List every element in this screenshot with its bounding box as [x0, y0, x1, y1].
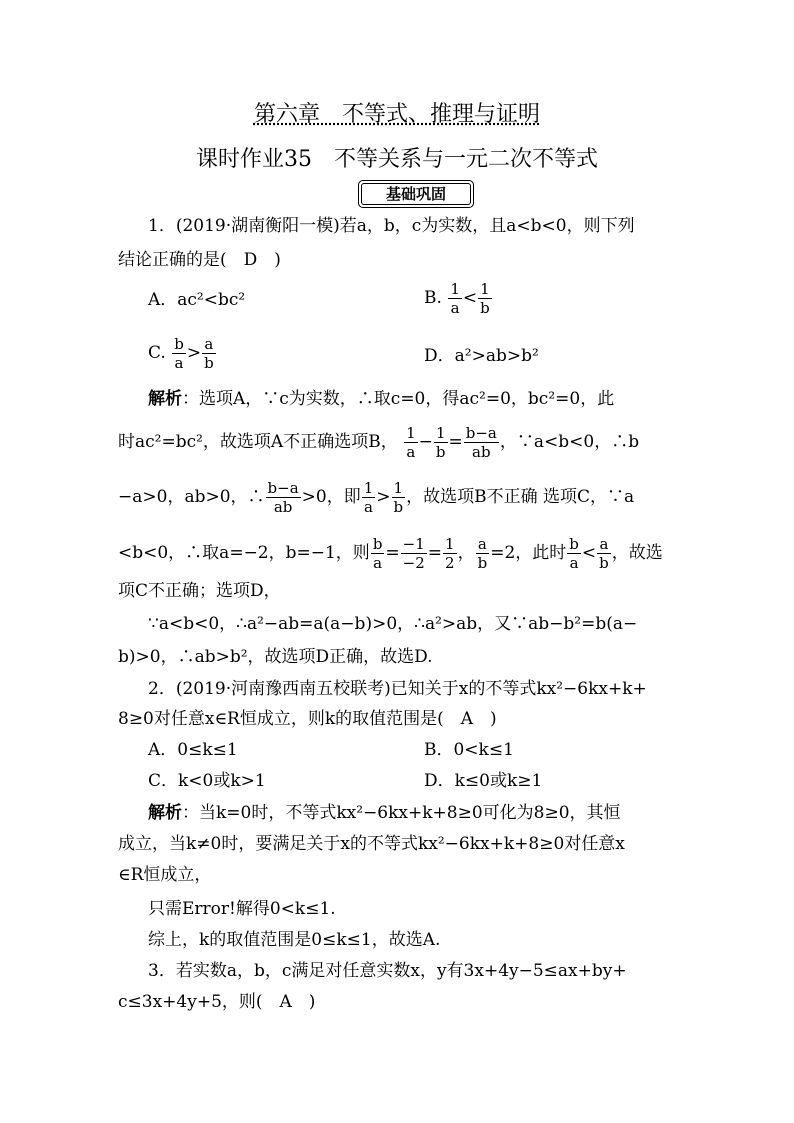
q1-option-d: D．a²>ab>b² [424, 346, 539, 366]
q1-solution-line1: 解析：选项A，∵c为实数，∴取c=0，得ac²=0，bc²=0，此 [148, 389, 615, 409]
q2-option-c: C．k<0或k>1 [148, 771, 266, 791]
q2-solution-line4: 只需Error!解得0<k≤1. [148, 899, 336, 919]
solution-label: 解析 [148, 389, 182, 409]
q1-solution-line7: b)>0，∴ab>b²，故选项D正确，故选D. [118, 647, 433, 667]
chapter-title: 第六章 不等式、推理与证明 [253, 102, 540, 127]
q1-solution-line3: −a>0，ab>0，∴ $\frac{b-a}{ab}$ >0，即 $\frac{1}{a}$ > $\frac{1}{b}$ ，故选项B不正确 选项C，∵a [118, 479, 635, 516]
q2-solution-line1: 解析：当k=0时，不等式kx²−6kx+k+8≥0可化为8≥0，其恒 [148, 803, 621, 823]
q3-line1: 3．若实数a，b，c满足对任意实数x，y有3x+4y−5≤ax+by+ [148, 961, 627, 981]
q1-line2: 结论正确的是( D ) [118, 250, 281, 270]
section-badge [358, 180, 474, 208]
q3-line2: c≤3x+4y+5，则( A ) [118, 992, 316, 1012]
q2-line1: 2．(2019·河南豫西南五校联考)已知关于x的不等式kx²−6kx+k+ [148, 679, 647, 699]
lesson-title: 课时作业35 不等关系与一元二次不等式 [196, 147, 598, 172]
q2-option-a: A．0≤k≤1 [148, 740, 238, 760]
badge-label: 基础巩固 [361, 183, 471, 205]
q1-solution-line4: <b<0，∴取a=−2，b=−1，则 $\frac{b}{a}$ = $\frac{-1}{-2}$ = $\frac{1}{2}$ ， $\frac{a}{b}$ =2，此时 $\frac{b}{a}$ < $\frac{a}{b}$ ，故选 [118, 535, 663, 572]
q1-line1: 1．(2019·湖南衡阳一模)若a，b，c为实数，且a<b<0，则下列 [148, 216, 635, 236]
solution-label: 解析 [148, 803, 182, 823]
q2-solution-line2: 成立，当k≠0时，要满足关于x的不等式kx²−6kx+k+8≥0对任意x [118, 834, 625, 854]
q2-option-d: D．k≤0或k≥1 [424, 771, 543, 791]
q1-option-a: A．ac²<bc² [148, 290, 246, 310]
q1-solution-line2: 时ac²=bc²，故选项A不正确选项B， $\frac{1}{a}$ − $\frac{1}{b}$ = $\frac{b-a}{ab}$ ，∵a<b<0，∴b [118, 424, 640, 461]
q2-solution-line3: ∈R恒成立， [118, 865, 212, 885]
q1-solution-line5: 项C不正确；选项D， [118, 581, 281, 601]
q2-option-b: B．0<k≤1 [424, 740, 514, 760]
q1-option-b: B. $\frac{1}{a}$ < $\frac{1}{b}$ [424, 280, 490, 317]
q2-line2: 8≥0对任意x∈R恒成立，则k的取值范围是( A ) [118, 709, 497, 729]
q2-solution-line5: 综上，k的取值范围是0≤k≤1，故选A. [148, 930, 441, 950]
q1-solution-line6: ∵a<b<0，∴a²−ab=a(a−b)>0，∴a²>ab，又∵ab−b²=b(a− [148, 614, 638, 634]
q1-option-c: C. $\frac{b}{a}$ > $\frac{a}{b}$ [148, 335, 214, 372]
